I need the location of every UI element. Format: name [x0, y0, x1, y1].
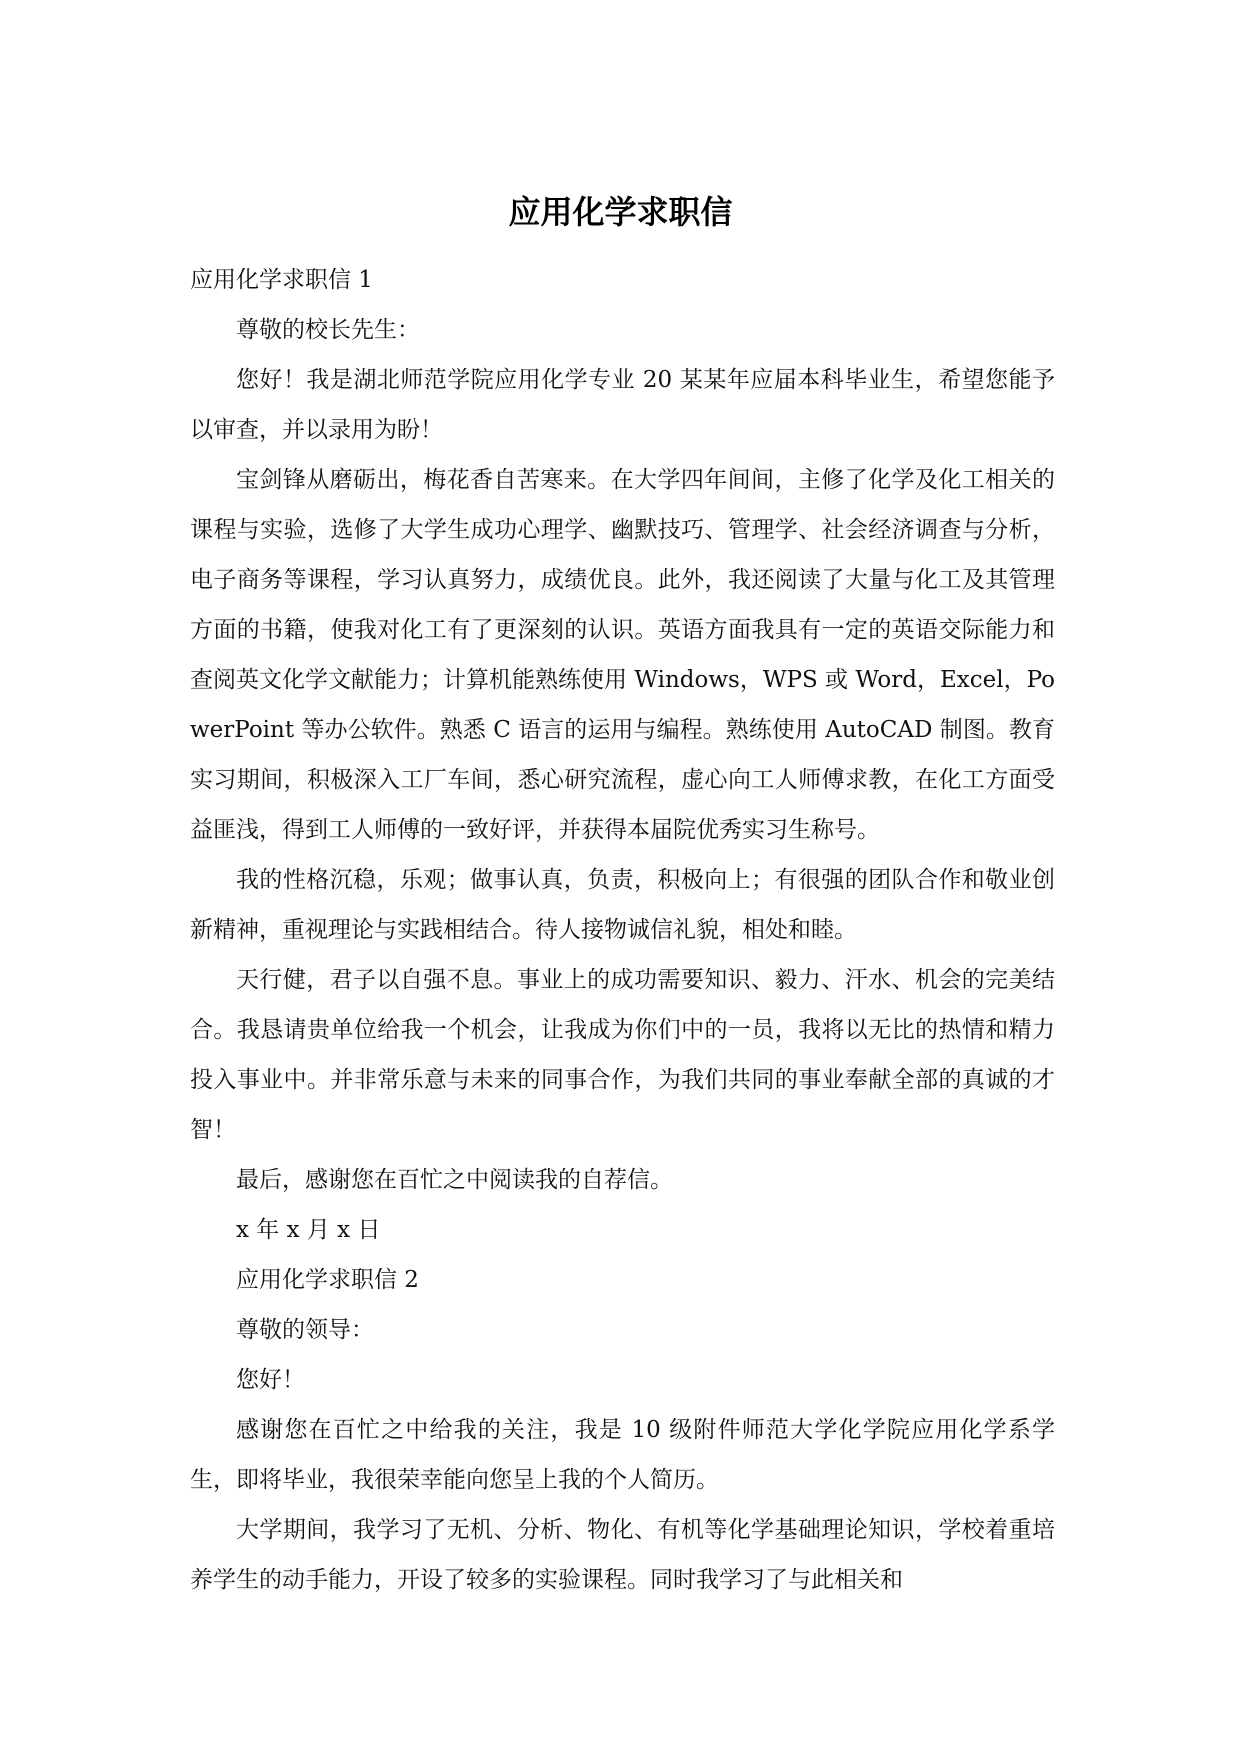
paragraph: 天行健，君子以自强不息。事业上的成功需要知识、毅力、汗水、机会的完美结合。我恳请贵单位给我一个机会，让我成为你们中的一员，我将以无比的热情和精力投入事业中。并非常乐意与未来的同事合作，为我们共同的事业奉献全部的真诚的才智！: [190, 967, 1055, 1143]
document-body: [190, 255, 1055, 1605]
paragraph: 大学期间，我学习了无机、分析、物化、有机等化学基础理论知识，学校着重培养学生的动手能力，开设了较多的实验课程。同时我学习了与此相关和: [190, 1517, 1055, 1593]
section-heading-1: 应用化学求职信 1: [190, 267, 373, 293]
greeting: 您好！: [236, 1367, 305, 1393]
paragraph: 您好！我是湖北师范学院应用化学专业 20 某某年应届本科毕业生，希望您能予以审查，并以录用为盼！: [190, 367, 1055, 443]
paragraph: 宝剑锋从磨砺出，梅花香自苦寒来。在大学四年间间，主修了化学及化工相关的课程与实验，选修了大学生成功心理学、幽默技巧、管理学、社会经济调查与分析，电子商务等课程，学习认真努力，成绩优良。此外，我还阅读了大量与化工及其管理方面的书籍，使我对化工有了更深刻的认识。英语方面我具有一定的英语交际能力和查阅英文化学文献能力；计算机能熟练使用 Windows，WPS 或 Word，Excel，PowerPoint 等办公软件。熟悉 C 语言的运用与编程。熟练使用 AutoCAD 制图。教育实习期间，积极深入工厂车间，悉心研究流程，虚心向工人师傅求教，在化工方面受益匪浅，得到工人师傅的一致好评，并获得本届院优秀实习生称号。: [190, 467, 1055, 843]
paragraph: 我的性格沉稳，乐观；做事认真，负责，积极向上；有很强的团队合作和敬业创新精神，重视理论与实践相结合。待人接物诚信礼貌，相处和睦。: [190, 867, 1055, 943]
document-title: 应用化学求职信: [508, 193, 733, 231]
salutation: 尊敬的领导：: [236, 1317, 374, 1343]
paragraph: 最后，感谢您在百忙之中阅读我的自荐信。: [236, 1167, 673, 1193]
paragraph: 感谢您在百忙之中给我的关注，我是 10 级附件师范大学化学院应用化学系学生，即将毕业，我很荣幸能向您呈上我的个人简历。: [190, 1417, 1055, 1493]
section-heading-2: 应用化学求职信 2: [236, 1267, 419, 1293]
salutation: 尊敬的校长先生：: [236, 317, 420, 343]
date-line: x 年 x 月 x 日: [236, 1217, 381, 1243]
